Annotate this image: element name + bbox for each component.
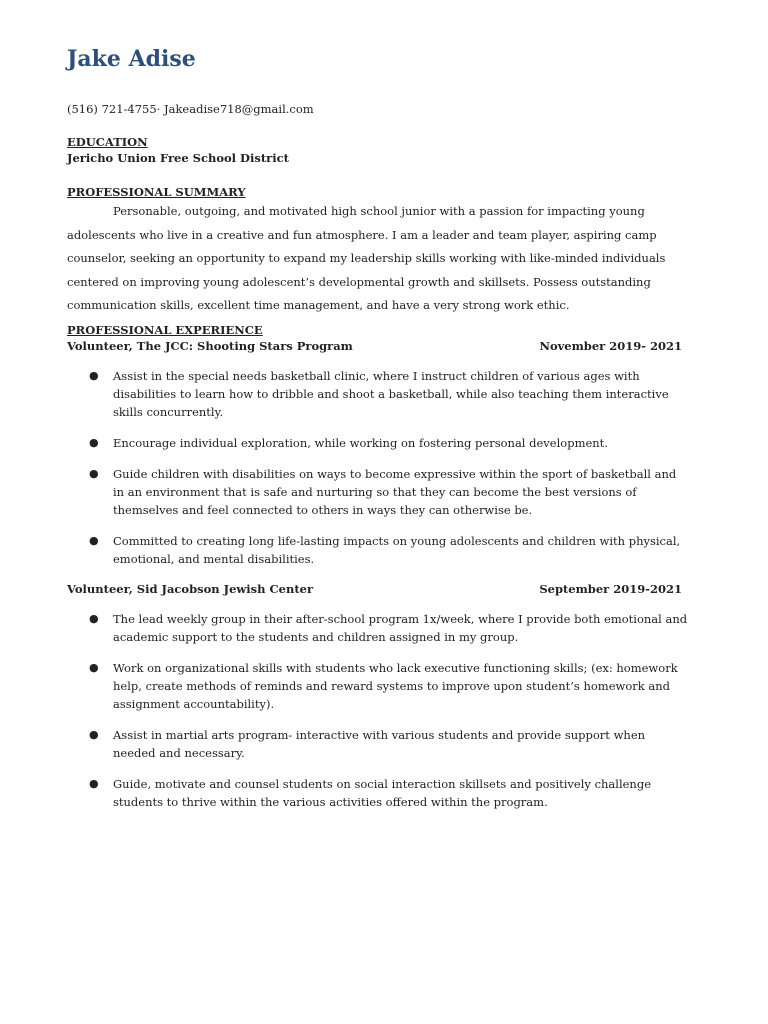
- bullet-icon: ●: [89, 533, 99, 547]
- role-title: Volunteer, The JCC: Shooting Stars Program: [67, 338, 353, 353]
- bullet-item: [67, 610, 708, 646]
- bullet-item: [67, 465, 708, 519]
- summary-text: Personable, outgoing, and motivated high school junior with a passion for impacting young adolescents who live in a creative and fun atmosphere. I am a leader and team player, aspiring camp counselor, seeking an opportunity to expand my leadership skills working with like-minded individuals centered on improving young adolescent’s developmental growth and skillsets. Possess outstanding communication skills, excellent time management, and have a very strong work ethic.: [67, 204, 666, 312]
- bullet-item: [67, 367, 708, 421]
- role-header: [67, 338, 708, 354]
- bullet-text: Guide children with disabilities on ways to become expressive within the sport of basketball and in an environment that is safe and nurturing so that they can become the best versions of themselves and feel connected to others in ways they can otherwise be.: [113, 466, 677, 517]
- bullet-icon: ●: [89, 660, 99, 674]
- bullet-text: Encourage individual exploration, while working on fostering personal development.: [113, 435, 608, 450]
- bullet-item: [67, 775, 708, 811]
- bullet-icon: ●: [89, 368, 99, 382]
- school-name: Jericho Union Free School District: [67, 151, 289, 165]
- bullet-text: Work on organizational skills with students who lack executive functioning skills; (ex: homework help, create methods of reminds and reward systems to improve upon student’s homework and assignment accountability).: [113, 660, 678, 711]
- contact-line: (516) 721-4755· Jakeadise718@gmail.com: [67, 102, 314, 116]
- candidate-name: Jake Adise: [67, 46, 196, 72]
- bullet-text: Committed to creating long life-lasting impacts on young adolescents and children with physical, emotional, and mental disabilities.: [113, 533, 681, 566]
- bullet-icon: ●: [89, 727, 99, 741]
- bullet-icon: ●: [89, 435, 99, 449]
- bullet-icon: ●: [89, 611, 99, 625]
- role-dates: November 2019- 2021: [539, 338, 682, 353]
- bullet-text: Assist in the special needs basketball clinic, where I instruct children of various ages with disabilities to learn how to dribble and shoot a basketball, while also teaching them interactive skills concurrently.: [113, 368, 669, 419]
- bullet-text: The lead weekly group in their after-school program 1x/week, where I provide both emotional and academic support to the students and children assigned in my group.: [113, 611, 688, 644]
- bullet-text: Assist in martial arts program- interactive with various students and provide support when needed and necessary.: [113, 727, 646, 760]
- role-bullet-list: [67, 610, 708, 811]
- summary-heading: PROFESSIONAL SUMMARY: [67, 185, 246, 199]
- bullet-item: [67, 659, 708, 713]
- experience-heading: PROFESSIONAL EXPERIENCE: [67, 322, 263, 337]
- bullet-item: [67, 434, 708, 452]
- role-bullet-list: [67, 367, 708, 568]
- bullet-text: Guide, motivate and counsel students on social interaction skillsets and positively challenge students to thrive within the various activities offered within the program.: [113, 776, 652, 809]
- bullet-item: [67, 532, 708, 568]
- role-dates: September 2019-2021: [539, 581, 682, 596]
- education-heading: EDUCATION: [67, 135, 148, 149]
- role-title: Volunteer, Sid Jacobson Jewish Center: [67, 581, 314, 596]
- role-header: [67, 581, 708, 597]
- bullet-item: [67, 726, 708, 762]
- bullet-icon: ●: [89, 466, 99, 480]
- bullet-icon: ●: [89, 776, 99, 790]
- role-entry: [67, 581, 708, 811]
- role-entry: [67, 338, 708, 568]
